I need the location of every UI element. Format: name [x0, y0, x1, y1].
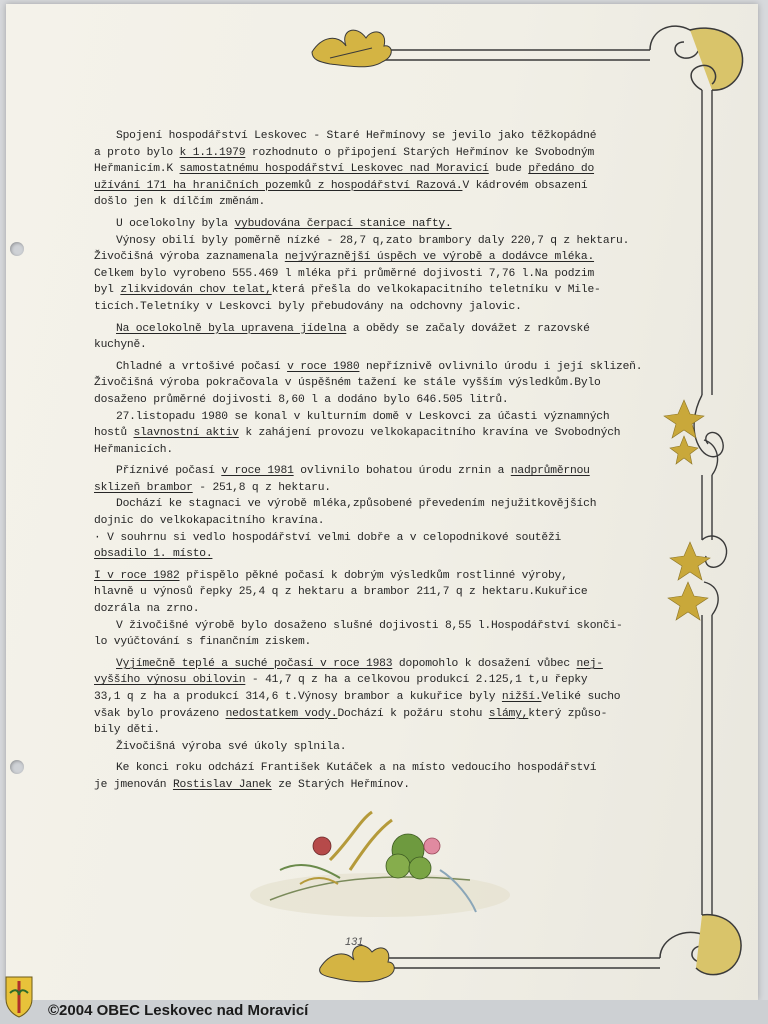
text-segment: a proto bylo	[94, 146, 180, 159]
text-line	[94, 672, 654, 689]
text-segment: hlavně u výnosů řepky 25,4 q z hektaru a brambor 211,7 q z hektaru.Kukuřice	[94, 586, 588, 599]
text-line	[94, 375, 654, 392]
underlined-text: užívání 171 ha hraničních pozemků z hospodářství Razová.	[94, 179, 463, 192]
text-line	[94, 359, 654, 376]
text-line	[94, 739, 654, 756]
text-segment: U ocelokolny byla	[116, 217, 235, 230]
text-segment: ze Starých Heřmínov.	[271, 778, 410, 791]
text-segment: která přešla do velkokapacitního teletníku v Mile-	[271, 284, 601, 297]
page-number: 131	[345, 936, 364, 948]
village-coat-of-arms-icon	[4, 975, 34, 1019]
underlined-text: slavnostní aktiv	[133, 427, 239, 440]
paragraph	[94, 321, 654, 354]
underlined-text: nižší.	[501, 691, 542, 703]
text-line	[94, 337, 654, 354]
text-line	[94, 282, 654, 299]
text-line	[94, 442, 654, 459]
text-segment: Ke konci roku odchází František Kutáček a na místo vedoucího hospodářství	[116, 762, 597, 775]
text-segment: - 251,8 q z hektaru.	[192, 481, 331, 494]
text-segment: 33,1 q z ha a produkcí 314,6 t.Výnosy brambor a kukuřice byly	[94, 691, 502, 703]
text-segment: Živočišná výroba pokračovala v úspěšném tažení ke stále vyšším výsledkům.Bylo	[94, 377, 601, 390]
text-segment: dozrála na zrno.	[94, 603, 200, 616]
underlined-text: vybudována čerpací stanice nafty.	[234, 217, 452, 230]
text-line	[94, 584, 654, 601]
text-segment: lo vyúčtování s finančním ziskem.	[94, 636, 312, 649]
text-segment: Příznivé počasí	[116, 465, 222, 478]
typed-document-text	[94, 128, 654, 799]
text-line	[94, 128, 654, 145]
text-line	[94, 722, 654, 739]
text-segment: Živočišná výroba zaznamenala	[94, 251, 285, 264]
text-segment: Živočišná výroba své úkoly splnila.	[116, 740, 347, 753]
underlined-text: nejvýraznější úspěch ve výrobě a dodávce mléka.	[284, 251, 595, 264]
text-line	[94, 266, 654, 283]
text-segment: byl	[94, 284, 121, 297]
text-line	[94, 568, 654, 585]
text-line	[94, 299, 654, 316]
text-segment: přispělo pěkné počasí k dobrým výsledkům rostlinné výroby,	[179, 569, 568, 582]
underlined-text: v roce 1980	[287, 360, 360, 373]
text-segment: nepříznivě ovlivnilo úrodu i její sklizeň.	[359, 360, 643, 373]
text-segment: Celkem bylo vyrobeno 555.469 l mléka při průměrné dojivosti 7,76 l.Na podzim	[94, 267, 595, 280]
text-segment: Spojení hospodářství Leskovec - Staré Heřmínovy se jevilo jako těžkopádné	[116, 130, 597, 142]
text-segment: který způso-	[528, 707, 608, 720]
paragraph	[94, 216, 654, 316]
text-line	[94, 249, 654, 266]
text-segment: hostů	[94, 427, 134, 440]
text-line	[94, 321, 654, 338]
underlined-text: I v roce 1982	[94, 569, 180, 582]
text-segment: Dochází ke stagnaci ve výrobě mléka,způsobené převedením nejužitkovějších	[116, 498, 597, 511]
text-segment: - 41,7 q z ha a celkovou produkcí 2.125,1 t,u řepky	[245, 674, 588, 687]
underlined-text: v roce 1981	[221, 465, 294, 478]
scroll-corner-icon	[660, 915, 741, 975]
text-segment: bude	[488, 163, 529, 176]
text-line	[94, 409, 654, 426]
text-segment: 27.listopadu 1980 se konal v kulturním domě v Leskovci za účasti významných	[116, 410, 610, 423]
text-segment: Chladné a vrtošivé počasí	[116, 360, 288, 373]
text-line	[94, 194, 654, 211]
text-segment: k zahájení provozu velkokapacitního kravína ve Svobodných	[238, 427, 621, 440]
text-line	[94, 496, 654, 513]
underlined-text: obsadilo 1. místo.	[94, 548, 213, 561]
text-line	[94, 760, 654, 777]
text-segment: Heřmanicím.K	[94, 163, 180, 176]
text-segment: a obědy se začaly dovážet z razovské	[346, 322, 590, 335]
text-segment: je jmenován	[94, 778, 173, 791]
text-segment: bily děti.	[94, 724, 160, 737]
text-line	[94, 480, 654, 497]
leaf-ornament-icon	[312, 30, 391, 67]
underlined-text: vyššího výnosu obilovin	[94, 674, 246, 687]
text-segment: dojnic do velkokapacitního kravína.	[94, 515, 325, 528]
text-line	[94, 706, 654, 723]
underlined-text: sklizeň brambor	[94, 481, 193, 494]
text-line	[94, 145, 654, 162]
paragraph	[94, 568, 654, 651]
text-line	[94, 233, 654, 250]
underlined-text: nedostatkem vody.	[225, 707, 338, 720]
text-segment: · V souhrnu si vedlo hospodářství velmi dobře a v celopodnikové soutěži	[94, 531, 562, 544]
text-line	[94, 546, 654, 563]
text-segment: Heřmanicích.	[94, 443, 173, 456]
text-segment: Dochází k požáru stohu	[337, 707, 489, 720]
leaf-ornament-icon	[320, 946, 395, 982]
text-line	[94, 601, 654, 618]
scroll-corner-icon	[650, 26, 743, 90]
text-line	[94, 689, 654, 706]
paragraph	[94, 359, 654, 459]
text-line	[94, 513, 654, 530]
copyright-caption: ©2004 OBEC Leskovec nad Moravicí	[48, 1002, 309, 1019]
text-segment: Výnosy obilí byly poměrně nízké - 28,7 q,zato brambory daly 220,7 q z hektaru.	[116, 234, 630, 247]
text-line	[94, 425, 654, 442]
text-segment: došlo jen k dílčím změnám.	[94, 196, 266, 209]
text-segment: Veliké sucho	[541, 691, 621, 703]
text-segment: dopomohlo k dosažení vůbec	[392, 657, 577, 670]
paragraph	[94, 128, 654, 211]
scroll-ornament-icon	[694, 395, 723, 475]
underlined-text: Na ocelokolně byla upravena jídelna	[116, 322, 347, 335]
text-line	[94, 618, 654, 635]
text-line	[94, 530, 654, 547]
text-line	[94, 463, 654, 480]
underlined-text: samostatnému hospodářství Leskovec nad Moravicí	[179, 163, 489, 176]
harvest-bouquet-illustration	[250, 812, 510, 917]
underlined-text: k 1.1.1979	[179, 146, 246, 159]
text-segment: ticích.Teletníky v Leskovci byly přebudovány na odchovny jalovic.	[94, 300, 522, 313]
text-segment: kuchyně.	[94, 339, 147, 352]
underlined-text: Rostislav Janek	[172, 778, 272, 791]
underlined-text: Vyjímečně teplé a suché počasí v roce 1983	[116, 657, 393, 670]
paragraph	[94, 656, 654, 756]
underlined-text: zlikvidován chov telat,	[120, 284, 272, 297]
scroll-ornament-icon	[702, 536, 727, 615]
paragraph	[94, 463, 654, 563]
text-line	[94, 656, 654, 673]
text-line	[94, 216, 654, 233]
gold-star-icon	[668, 542, 710, 620]
text-line	[94, 161, 654, 178]
text-segment: V kádrovém obsazení	[462, 179, 588, 192]
text-segment: V živočišné výrobě bylo dosaženo slušné dojivosti 8,55 l.Hospodářství skonči-	[116, 619, 623, 632]
text-line	[94, 634, 654, 651]
paragraph	[94, 760, 654, 793]
text-line	[94, 392, 654, 409]
text-segment: však bylo provázeno	[94, 707, 226, 720]
text-line	[94, 777, 654, 794]
underlined-text: nadprůměrnou	[510, 465, 590, 478]
underlined-text: nej-	[576, 657, 603, 670]
text-segment: ovlivnilo bohatou úrodu zrnin a	[293, 465, 511, 478]
gold-star-icon	[664, 400, 704, 464]
underlined-text: předáno do	[528, 163, 595, 176]
underlined-text: slámy,	[488, 707, 529, 720]
text-segment: dosaženo průměrné dojivosti 8,60 l a dodáno bylo 646.505 litrů.	[94, 393, 509, 406]
text-segment: rozhodnuto o připojení Starých Heřmínov ke Svobodným	[245, 146, 595, 159]
text-line	[94, 178, 654, 195]
